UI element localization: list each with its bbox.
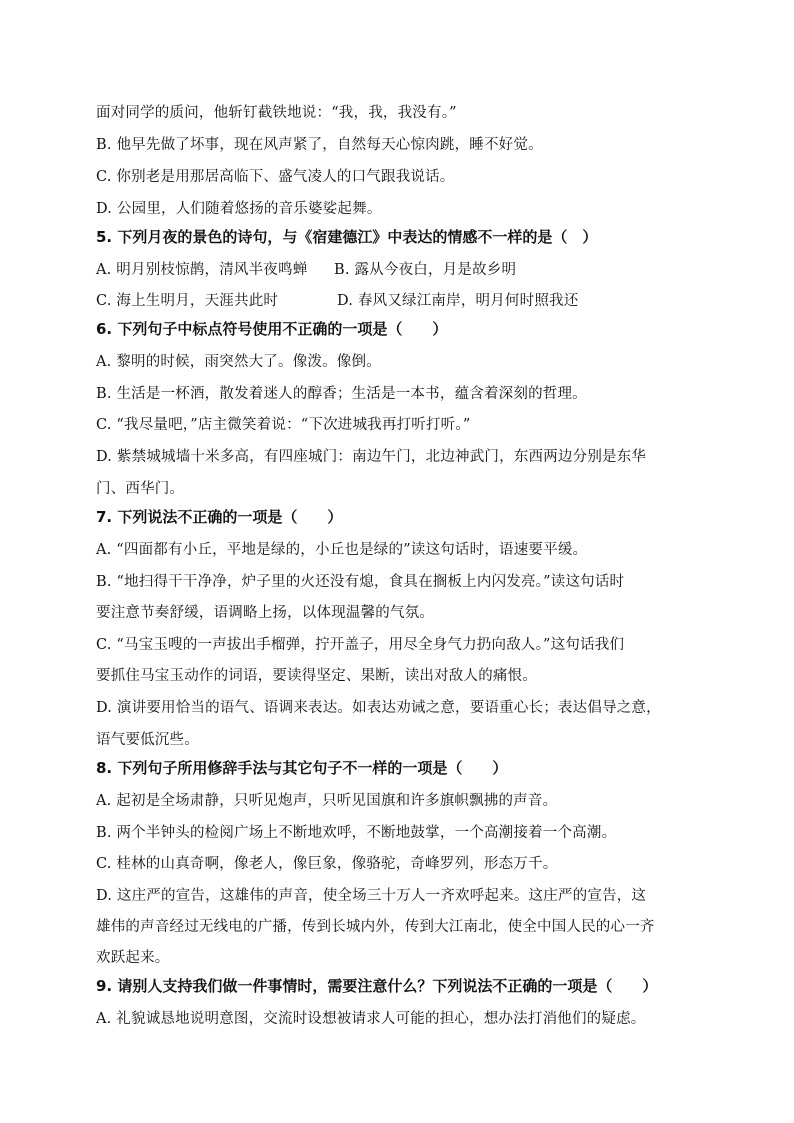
q4-option-a-continued: 面对同学的质问，他斩钉截铁地说：“我，我，我没有。” xyxy=(96,105,457,121)
q8-option-a: A. 起初是全场肃静，只听见炮声，只听见国旗和许多旗帜飘拂的声音。 xyxy=(96,793,558,809)
q4-option-c: C. 你别老是用那居高临下、盛气凌人的口气跟我说话。 xyxy=(96,169,455,185)
q7-option-b-cont: 要注意节奏舒缓，语调略上扬，以体现温馨的气氛。 xyxy=(96,605,435,621)
q5-option-a: A. 明月别枝惊鹊，清风半夜鸣蝉 xyxy=(96,262,308,278)
q8-option-d: D. 这庄严的宣告，这雄伟的声音，使全场三十万人一齐欢呼起来。这庄严的宣告，这 xyxy=(96,888,647,904)
q8-option-d-cont2: 欢跃起来。 xyxy=(96,950,170,966)
q8-option-d-cont: 雄伟的声音经过无线电的广播，传到长城内外，传到大江南北，使全中国人民的心一齐 xyxy=(96,919,655,935)
q6-option-c: C. “我尽量吧，”店主微笑着说：“下次进城我再打听打听。” xyxy=(96,417,471,433)
q6-stem: 6. 下列句子中标点符号使用不正确的一项是（ ） xyxy=(96,320,448,338)
q5-options-row1 xyxy=(96,258,716,279)
q7-option-d: D. 演讲要用恰当的语气、语调来表达。如表达劝诫之意，要语重心长；表达倡导之意， xyxy=(96,700,661,716)
q5-option-b: B. 露从今夜白，月是故乡明 xyxy=(334,262,517,278)
q5-stem: 5. 下列月夜的景色的诗句，与《宿建德江》中表达的情感不一样的是（ ） xyxy=(96,228,598,246)
q9-stem: 9. 请别人支持我们做一件事情时，需要注意什么？下列说法不正确的一项是（ ） xyxy=(96,977,658,995)
q5-options-row2 xyxy=(96,289,716,310)
q7-option-a: A. “四面都有小丘，平地是绿的，小丘也是绿的”读这句话时，语速要平缓。 xyxy=(96,542,588,558)
q9-option-a: A. 礼貌诚恳地说明意图，交流时设想被请求人可能的担心，想办法打消他们的疑虑。 xyxy=(96,1011,646,1027)
q4-option-b: B. 他早先做了坏事，现在风声紧了，自然每天心惊肉跳，睡不好觉。 xyxy=(96,137,543,153)
q7-stem: 7. 下列说法不正确的一项是（ ） xyxy=(96,508,343,526)
q5-option-d: D. 春风又绿江南岸，明月何时照我还 xyxy=(337,293,579,309)
q7-option-c: C. “马宝玉嗖的一声拔出手榴弹，拧开盖子，用尽全身气力扔向敌人。”这句话我们 xyxy=(96,637,625,653)
q6-option-d-cont: 门、西华门。 xyxy=(96,481,185,497)
q4-option-d: D. 公园里，人们随着悠扬的音乐婆娑起舞。 xyxy=(96,201,382,217)
q7-option-d-cont: 语气要低沉些。 xyxy=(96,732,199,748)
q5-option-c: C. 海上生明月，天涯共此时 xyxy=(96,293,279,309)
q8-option-c: C. 桂林的山真奇啊，像老人，像巨象，像骆驼，奇峰罗列，形态万千。 xyxy=(96,856,558,872)
q8-option-b: B. 两个半钟头的检阅广场上不断地欢呼，不断地鼓掌，一个高潮接着一个高潮。 xyxy=(96,825,617,841)
q7-option-b: B. “地扫得干干净净，炉子里的火还没有熄，食具在搁板上内闪发亮。”读这句话时 xyxy=(96,574,625,590)
q6-option-a: A. 黎明的时候，雨突然大了。像泼。像倒。 xyxy=(96,354,381,370)
q8-stem: 8. 下列句子所用修辞手法与其它句子不一样的一项是（ ） xyxy=(96,759,508,777)
q6-option-b: B. 生活是一杯酒，散发着迷人的醇香；生活是一本书，蕴含着深刻的哲理。 xyxy=(96,386,587,402)
q6-option-d: D. 紫禁城城墙十米多高，有四座城门：南边午门，北边神武门，东西两边分别是东华 xyxy=(96,449,647,465)
q7-option-c-cont: 要抓住马宝玉动作的词语，要读得坚定、果断，读出对敌人的痛恨。 xyxy=(96,668,537,684)
